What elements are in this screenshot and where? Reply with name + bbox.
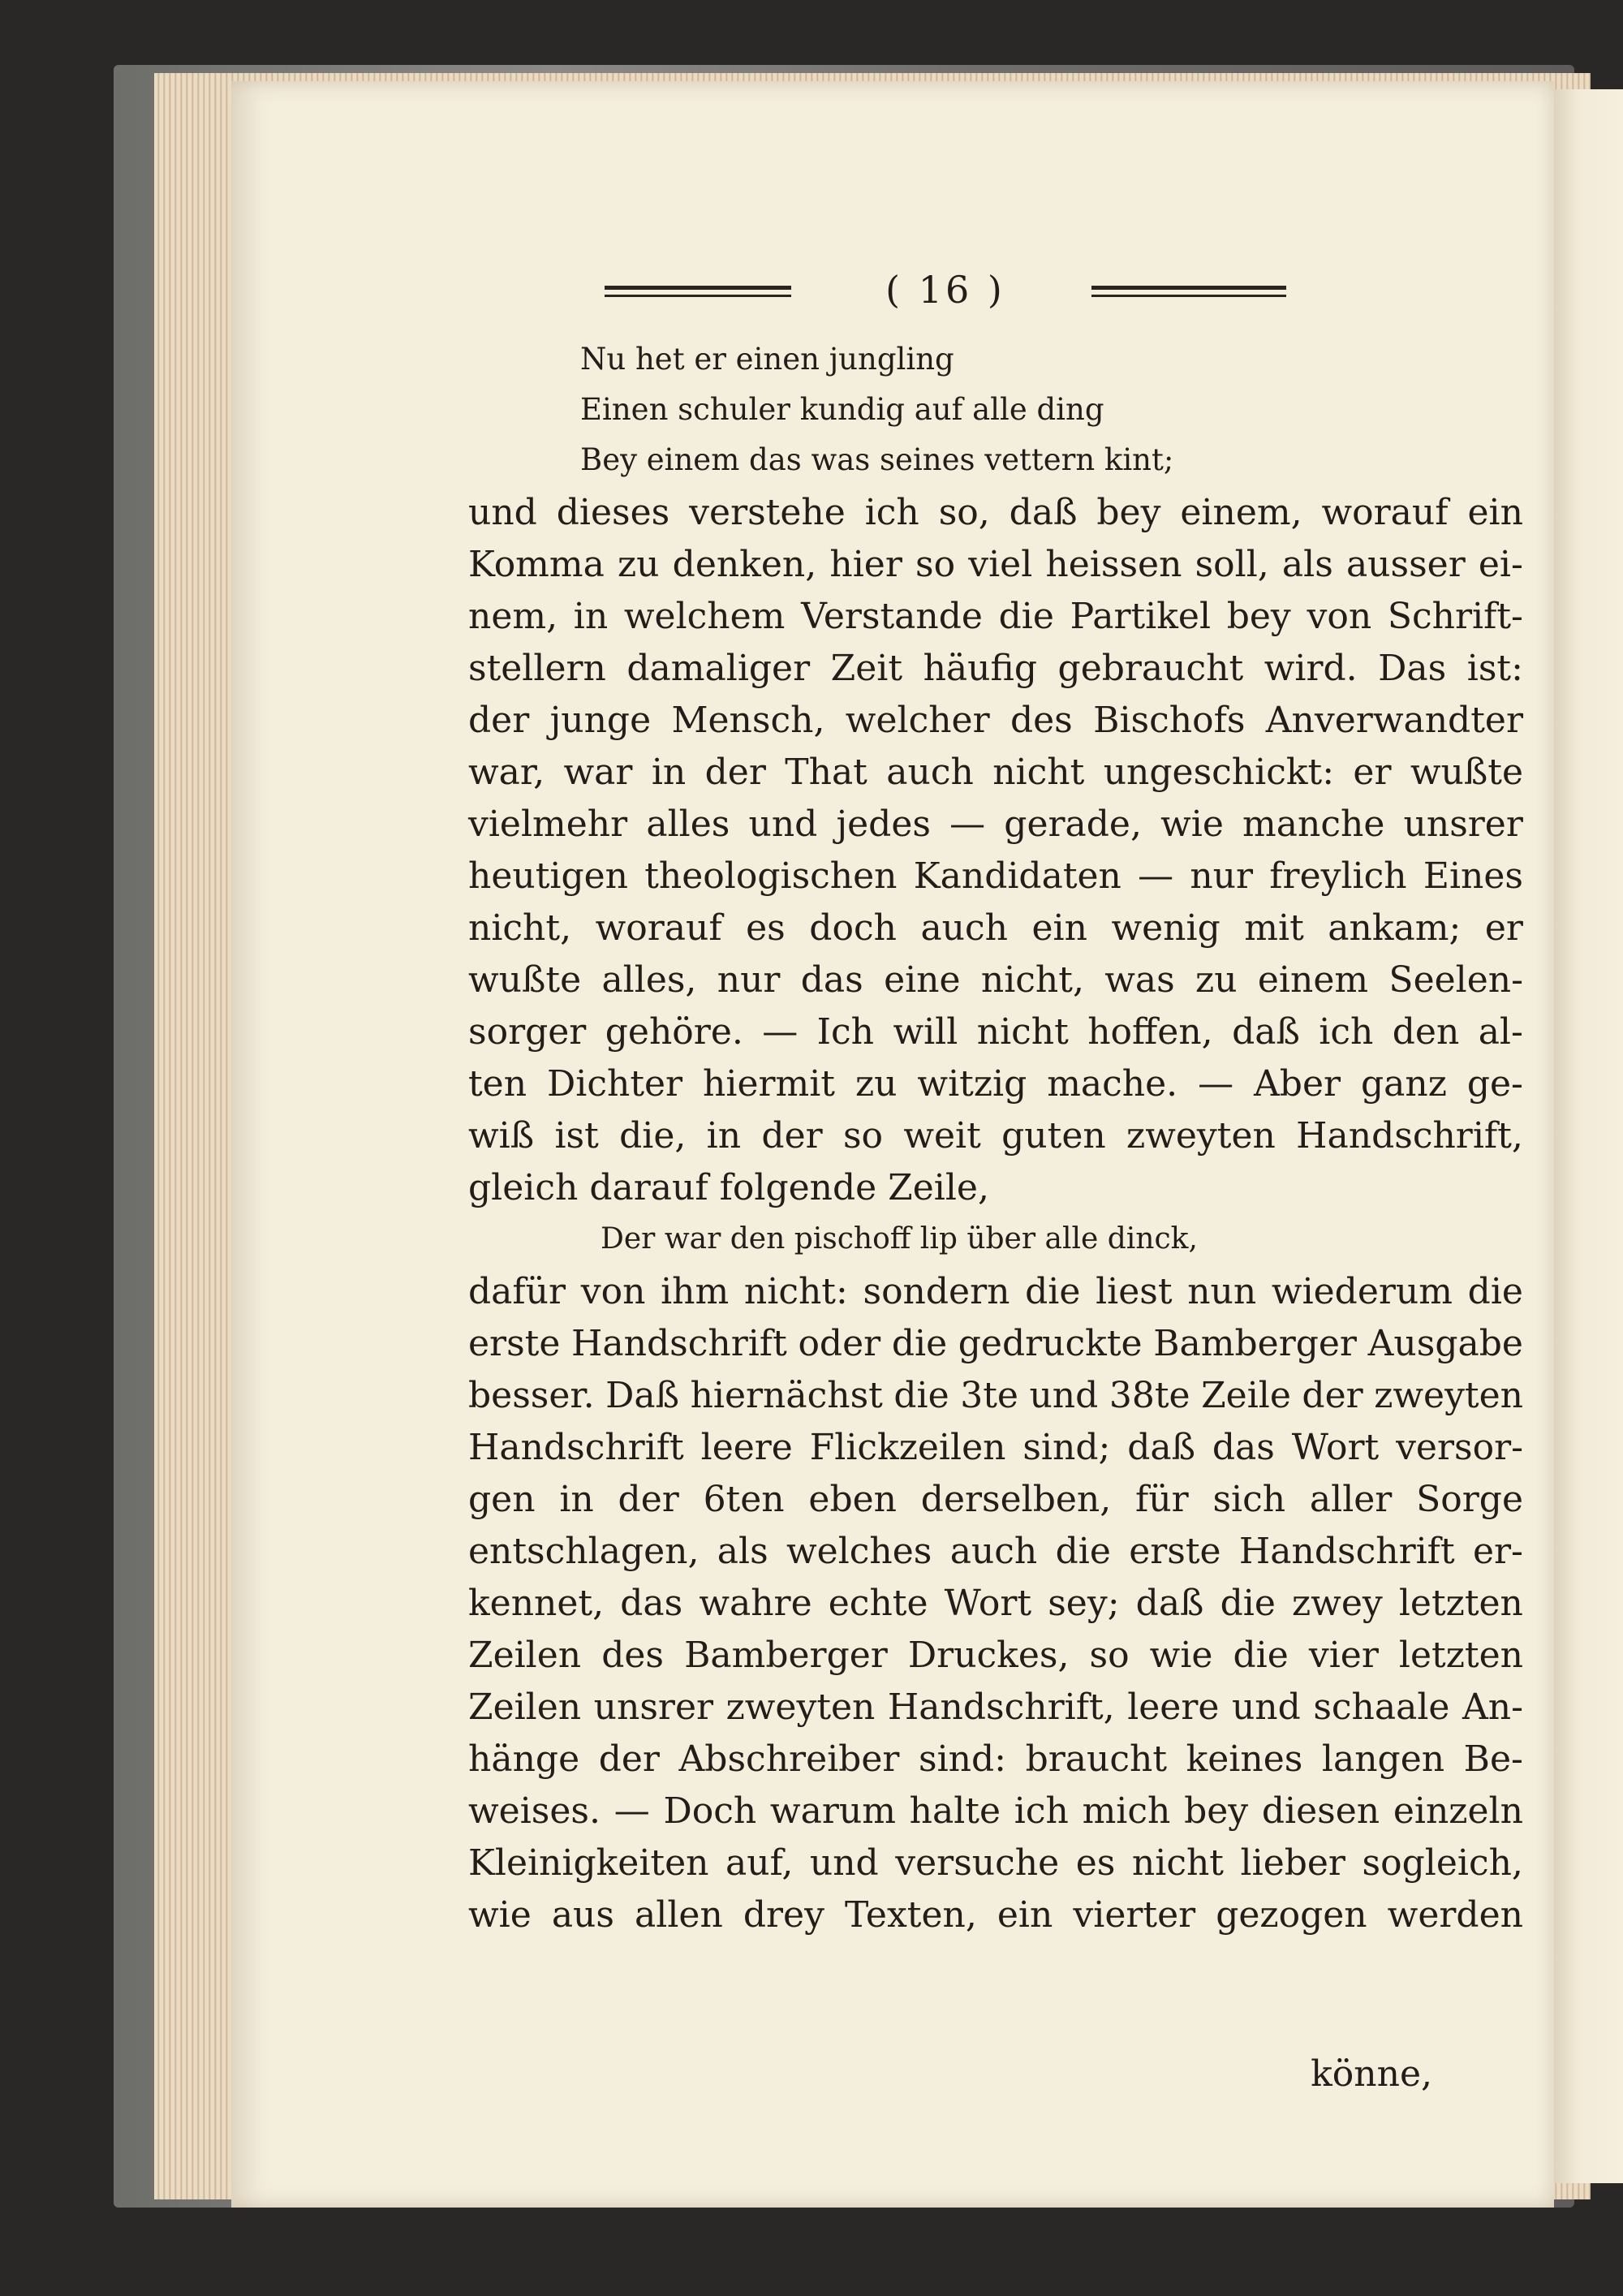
text-line: besser. Daß hiernächst die 3te und 38te Zeile der zweyten (468, 1375, 1523, 1416)
opening-verse (580, 334, 1473, 485)
text-line: wußte alles, nur das eine nicht, was zu einem Seelen- (468, 959, 1523, 1001)
facing-page-edge (1546, 89, 1623, 2183)
verse-line: Bey einem das was seines vettern kint; (580, 442, 1174, 477)
text-line: und dieses verstehe ich so, daß bey einem, worauf ein (468, 492, 1523, 533)
book-page (231, 81, 1554, 2208)
text-line: ten Dichter hiermit zu witzig mache. — Aber ganz ge- (468, 1063, 1523, 1105)
text-line: entschlagen, als welches auch die erste Handschrift er- (468, 1531, 1523, 1572)
quoted-verse: Der war den pischoff lip über alle dinck, (601, 1222, 1198, 1256)
catchword: könne, (1311, 2053, 1432, 2095)
text-line: gen in der 6ten eben derselben, für sich aller Sorge (468, 1479, 1523, 1520)
verse-line: Nu het er einen jungling (580, 342, 954, 377)
text-line: wie aus allen drey Texten, ein vierter gezogen werden (468, 1894, 1523, 1936)
text-line: Kleinigkeiten auf, und versuche es nicht lieber sogleich, (468, 1842, 1523, 1884)
text-line: heutigen theologischen Kandidaten — nur freylich Eines (468, 855, 1523, 897)
text-line: wiß ist die, in der so weit guten zweyten Handschrift, (468, 1115, 1523, 1157)
text-line: vielmehr alles und jedes — gerade, wie manche unsrer (468, 803, 1523, 845)
header-rule-right (1091, 286, 1286, 297)
text-line: weises. — Doch warum halte ich mich bey diesen einzeln (468, 1790, 1523, 1832)
text-line: Handschrift leere Flickzeilen sind; daß das Wort versor- (468, 1427, 1523, 1468)
verse-line: Einen schuler kundig auf alle ding (580, 392, 1104, 427)
text-line: Zeilen des Bamberger Druckes, so wie die vier letzten (468, 1635, 1523, 1676)
text-line: kennet, das wahre echte Wort sey; daß die zwey letzten (468, 1583, 1523, 1624)
text-line: war, war in der That auch nicht ungeschickt: er wußte (468, 752, 1523, 793)
text-line: Komma zu denken, hier so viel heissen soll, als ausser ei- (468, 544, 1523, 585)
text-line: erste Handschrift oder die gedruckte Bamberger Ausgabe (468, 1323, 1523, 1364)
text-line: der junge Mensch, welcher des Bischofs Anverwandter (468, 700, 1523, 741)
text-line: dafür von ihm nicht: sondern die liest nun wiederum die (468, 1271, 1523, 1312)
text-line: Zeilen unsrer zweyten Handschrift, leere und schaale An- (468, 1686, 1523, 1728)
text-line: nem, in welchem Verstande die Partikel bey von Schrift- (468, 596, 1523, 637)
text-line: gleich darauf folgende Zeile, (468, 1167, 989, 1208)
text-line: hänge der Abschreiber sind: braucht keines langen Be- (468, 1738, 1523, 1780)
page-header (231, 268, 1554, 317)
header-rule-left (605, 286, 791, 297)
text-line: stellern damaliger Zeit häufig gebraucht wird. Das ist: (468, 648, 1523, 689)
prose-paragraph-2 (468, 1266, 1523, 1941)
text-line: sorger gehöre. — Ich will nicht hoffen, daß ich den al- (468, 1011, 1523, 1053)
prose-paragraph-1 (468, 487, 1523, 1214)
page-number: ( 16 ) (885, 268, 1005, 312)
text-line: nicht, worauf es doch auch ein wenig mit ankam; er (468, 907, 1523, 949)
